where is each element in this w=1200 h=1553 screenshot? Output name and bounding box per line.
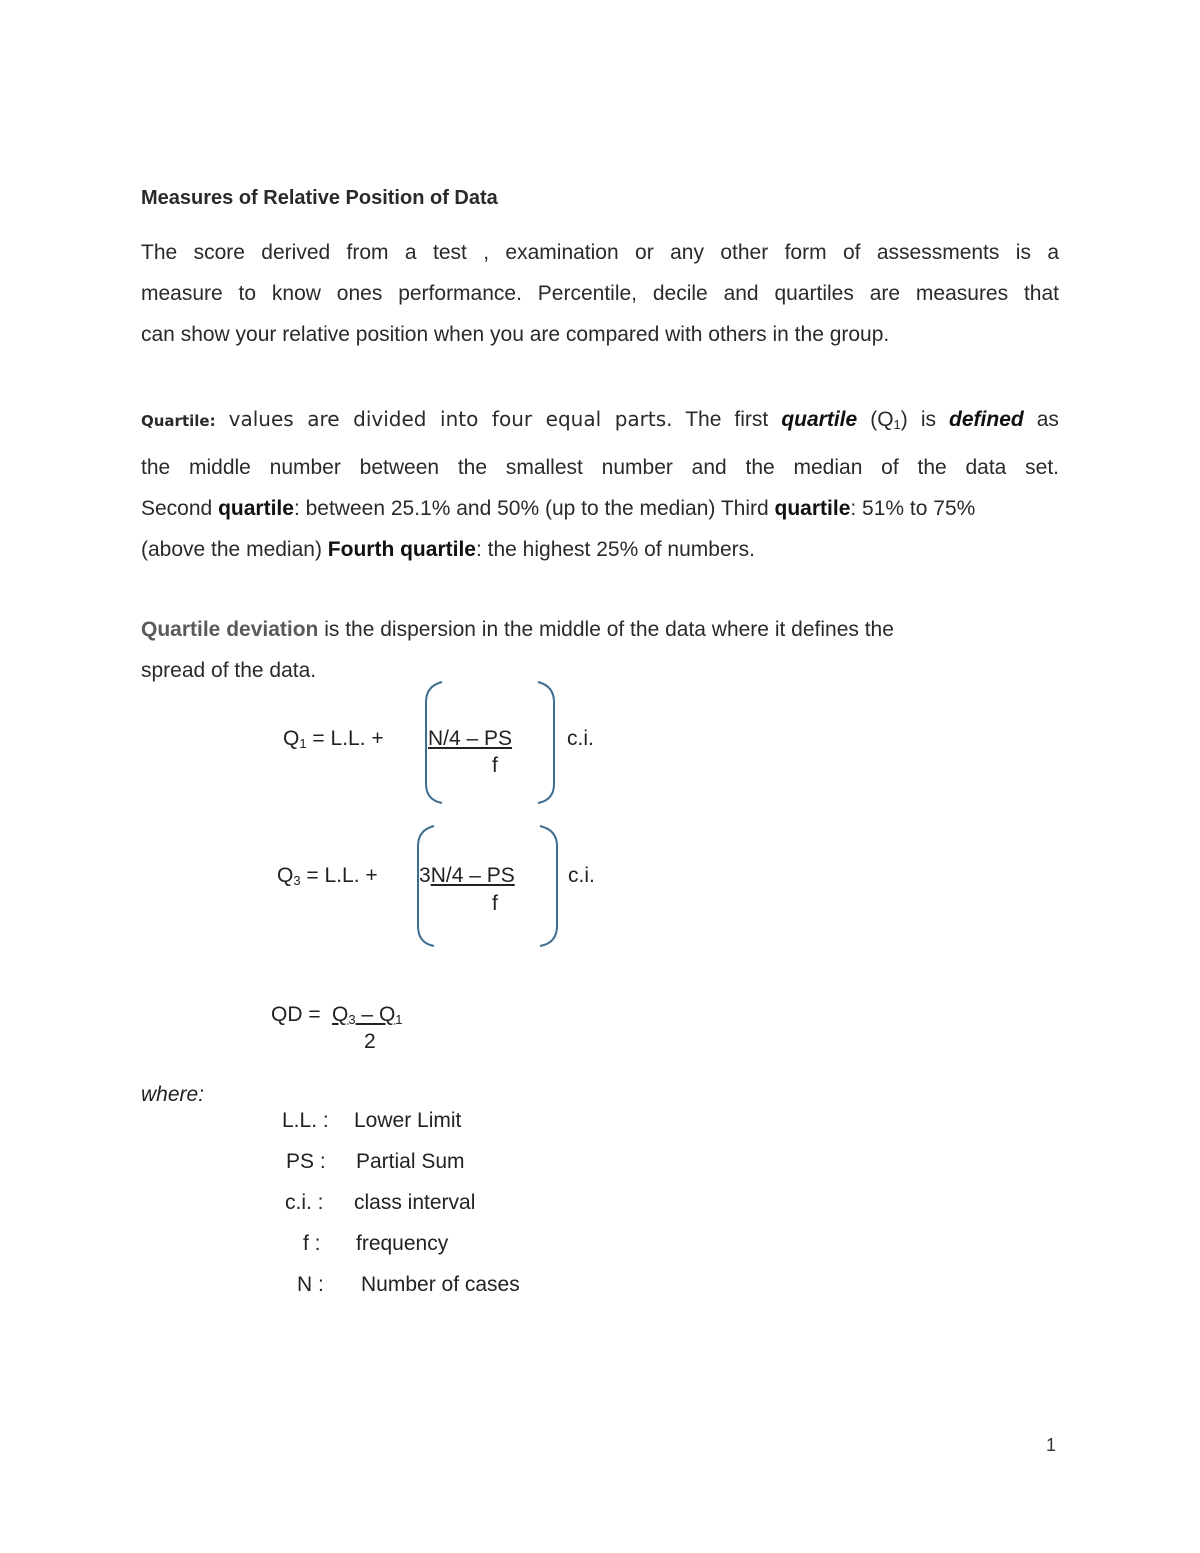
intro-line-3: can show your relative position when you are compared with others in the group. — [141, 323, 890, 346]
q3-factor: c.i. — [568, 864, 595, 887]
def-term: L.L. : — [282, 1109, 329, 1132]
q3-denominator: f — [492, 892, 498, 915]
qd-denominator: 2 — [364, 1030, 376, 1053]
def-meaning: class interval — [354, 1191, 476, 1214]
q1-denominator: f — [492, 754, 498, 777]
quartile-line-4: (above the median) Fourth quartile: the highest 25% of numbers. — [141, 538, 755, 561]
def-meaning: frequency — [356, 1232, 449, 1255]
def-term: c.i. : — [285, 1191, 324, 1214]
def-term: f : — [303, 1232, 321, 1255]
as-text: as — [1036, 408, 1059, 431]
q3-lhs: $Q_3 = L.L$. + — [277, 864, 378, 888]
def-meaning: Lower Limit — [354, 1109, 462, 1132]
q3-numerator: 3N/4 – PS — [419, 864, 515, 887]
quartile-label: Quartile: — [141, 412, 216, 430]
def-meaning: Partial Sum — [356, 1150, 465, 1173]
def-term: N : — [297, 1273, 324, 1296]
first-quartile-symbol: $(Q_1)$ is — [870, 408, 936, 432]
first-quartile-term: quartile — [781, 408, 858, 431]
intro-line-2: measure to know ones performance. Percentile, decile and quartiles are measures that — [141, 282, 1059, 305]
q1-numerator: N/4 – PS — [428, 727, 513, 750]
def-term: PS : — [286, 1150, 326, 1173]
deviation-line-1: Quartile deviation is the dispersion in the middle of the data where it defines the — [141, 618, 894, 641]
intro-line-1: The score derived from a test , examination or any other form of assessments is a — [141, 241, 1059, 264]
page-number: 1 — [1046, 1435, 1057, 1455]
quartile-definition: values are divided into four equal parts. — [228, 407, 673, 431]
quartile-line-2: the middle number between the smallest number and the median of the data set. — [141, 456, 1059, 479]
q1-factor: c.i. — [567, 727, 594, 750]
first-quartile-text: The first — [685, 408, 769, 431]
page-title: Measures of Relative Position of Data — [141, 187, 498, 209]
qd-numerator: $Q_3 - Q_1$ — [332, 1003, 403, 1027]
quartile-line-3: Second quartile: between 25.1% and 50% (up to the median) Third quartile: 51% to 75% — [141, 497, 976, 520]
qd-lhs: QD = — [271, 1003, 321, 1026]
defined-term: defined — [949, 408, 1024, 431]
q1-lhs: $Q_1 = L.L$. + — [283, 727, 384, 751]
quartile-line-1 — [141, 407, 1059, 432]
def-meaning: Number of cases — [361, 1273, 520, 1296]
where-label: where: — [141, 1083, 205, 1106]
deviation-line-2: spread of the data. — [141, 659, 317, 682]
